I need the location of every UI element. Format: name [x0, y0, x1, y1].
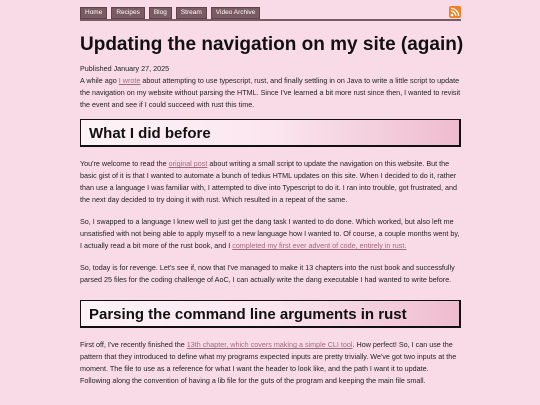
header-divider	[80, 19, 461, 21]
s2p1-before: First off, I've recently finished the	[80, 340, 187, 349]
post-title: Updating the navigation on my site (again)	[80, 34, 464, 55]
s2p1-after: . How perfect! So, I can use the pattern that they introduced to define what my programs expected inputs are pretty trivially. We've got two inputs at the moment. The file to use as a reference for what I want the header to look like, and the path I want it to update. Following along the convention of having a lib file for the guts of the program and keeping the main file small.	[80, 340, 457, 385]
nav-stream[interactable]: Stream	[176, 7, 207, 19]
nav-home[interactable]: Home	[80, 7, 107, 19]
section1-paragraph-1	[80, 158, 461, 206]
nav-video-archive[interactable]: Video Archive	[211, 7, 261, 19]
section-heading-what-i-did-before: What I did before	[80, 119, 461, 147]
section1-paragraph-3: So, today is for revenge. Let's see if, now that I've managed to make it 13 chapters into the rust book and successfully parsed 25 files for the coding challenge of AoC, I can actually write the dang executable I had wanted to write before.	[80, 263, 455, 284]
advent-of-code-link[interactable]: completed my first ever advent of code, entirely in rust.	[232, 241, 407, 250]
cli-tool-chapter-link[interactable]: 13th chapter, which covers making a simple CLI tool	[186, 340, 353, 349]
s1p1-before: You're welcome to read the	[80, 159, 169, 168]
nav-blog[interactable]: Blog	[149, 7, 172, 19]
original-post-link[interactable]: original post	[168, 159, 208, 168]
section2-paragraph-1	[80, 339, 461, 387]
i-wrote-link[interactable]: I wrote	[118, 76, 141, 85]
intro-text-before: A while ago	[80, 76, 119, 85]
intro-text-after: about attempting to use typescript, rust, and finally settling in on Java to write a little script to update the navigation on my website without parsing the HTML. Since I've learned a bit more rust since then, I wanted to revisit the event and see if I could succeed with rust this time.	[80, 76, 461, 109]
section1-paragraph-2	[80, 216, 461, 252]
article	[80, 27, 464, 387]
s1p1-after: about writing a small script to update the navigation on this website. But the basic gist of it is that I wanted to automate a bunch of tedius HTML updates on this site. When I decided to do it, rather than use a language I was familiar with, I attempted to dive into Typescript to do it. I ran into trouble, got frustrated, and the next day decided to try doing it with rust. Which resulted in a repeat of the same.	[80, 159, 458, 204]
section-heading-parsing-cli-args: Parsing the command line arguments in rust	[80, 300, 461, 328]
published-date: Published January 27, 2025	[80, 64, 170, 73]
nav-recipes[interactable]: Recipes	[111, 7, 144, 19]
rss-icon[interactable]	[449, 6, 461, 18]
main-nav	[80, 7, 260, 19]
intro-paragraph	[80, 75, 461, 111]
s1p2-before: So, I swapped to a language I knew well to just get the dang task I wanted to do done. Which worked, but also left me unsatisfied with not being able to apply myself to a new language how I wanted to. Of course, a couple months went by, I actually read a bit more of the rust book, and I	[80, 217, 460, 250]
